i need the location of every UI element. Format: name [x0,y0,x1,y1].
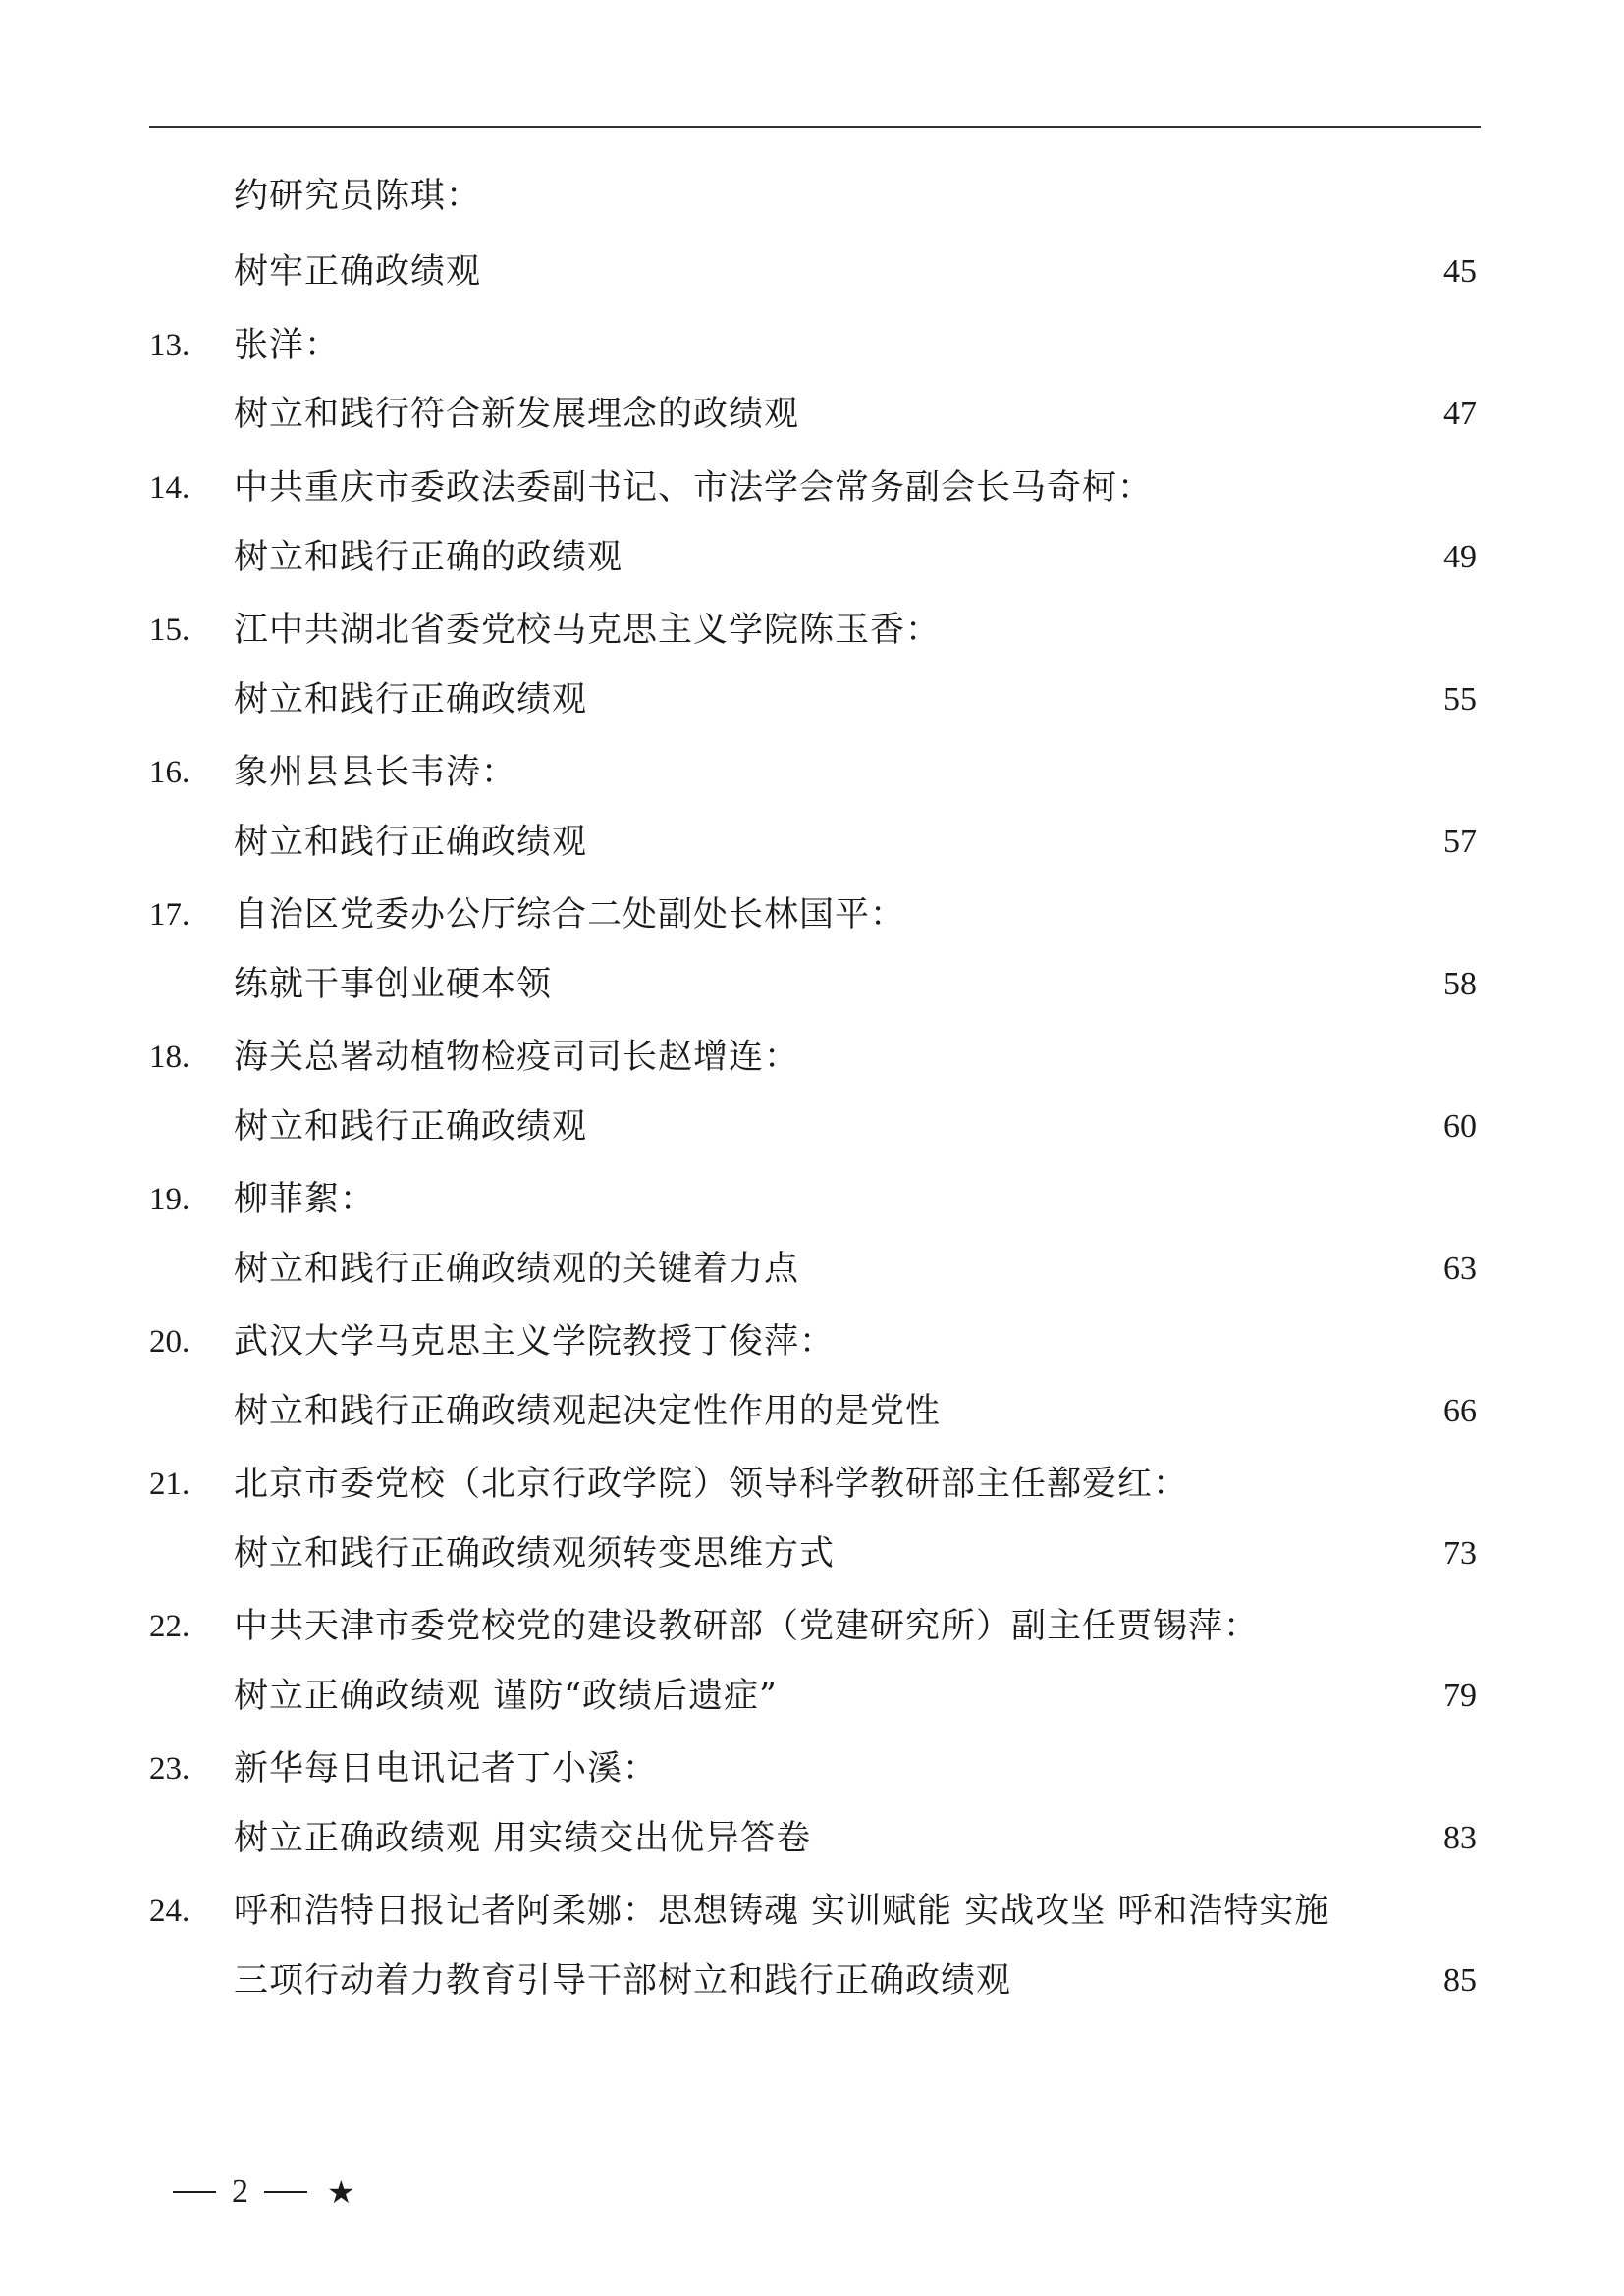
toc-entry-title-line [0,242,1624,301]
entry-number: 19. [149,1182,190,1217]
entry-speaker: 江中共湖北省委党校马克思主义学院陈玉香： [234,611,942,650]
toc-entry-title-line [0,1951,1624,2010]
entry-speaker: 北京市委党校（北京行政学院）领导科学教研部主任鄯爱红： [234,1465,1189,1504]
toc-entry-title-line [0,955,1624,1014]
entry-speaker: 海关总署动植物检疫司司长赵增连： [234,1038,800,1077]
toc-entry-speaker-line [0,1882,1624,1941]
toc-entry-title-line [0,670,1624,729]
entry-page-number: 47 [1443,396,1477,432]
entry-speaker: 自治区党委办公厅综合二处副处长林国平： [234,895,906,934]
footer-dash-right [264,2191,307,2193]
entry-title: 树立和践行正确政绩观 [234,680,588,720]
entry-number: 17. [149,897,190,933]
entry-title: 练就干事创业硬本领 [234,965,553,1004]
footer-page-number: 2 [232,2173,248,2210]
toc-entry-speaker-line [0,316,1624,375]
entry-title: 树立和践行正确的政绩观 [234,538,623,577]
star-icon: ★ [327,2173,355,2211]
toc-entry-title-line [0,1097,1624,1156]
entry-number: 20. [149,1324,190,1360]
entry-number: 21. [149,1467,190,1502]
entry-page-number: 85 [1443,1962,1477,1999]
entry-title: 树立和践行正确政绩观的关键着力点 [234,1250,800,1289]
toc-entry-speaker-line [0,885,1624,944]
entry-page-number: 79 [1443,1678,1477,1714]
toc-entry-speaker-line [0,458,1624,517]
entry-number: 16. [149,755,190,790]
toc-entry-title-line [0,1240,1624,1299]
toc-entry-title-line [0,385,1624,444]
entry-title: 三项行动着力教育引导干部树立和践行正确政绩观 [234,1961,1012,2001]
footer-dash-left [173,2191,216,2193]
entry-speaker: 中共重庆市委政法委副书记、市法学会常务副会长马奇柯： [234,468,1154,507]
entry-page-number: 73 [1443,1535,1477,1572]
entry-speaker: 武汉大学马克思主义学院教授丁俊萍： [234,1322,836,1362]
page-footer [173,2163,355,2221]
entry-number: 18. [149,1040,190,1075]
toc-entry-title-line [0,1382,1624,1441]
entry-page-number: 57 [1443,824,1477,860]
entry-number: 24. [149,1894,190,1929]
toc-entry-speaker-line [0,1739,1624,1798]
entry-title: 树立和践行正确政绩观 [234,823,588,862]
toc-entry-speaker-line [0,1312,1624,1371]
entry-page-number: 83 [1443,1820,1477,1856]
entry-page-number: 60 [1443,1108,1477,1145]
toc-entry-speaker-line [0,1028,1624,1087]
entry-page-number: 55 [1443,681,1477,718]
entry-speaker: 象州县县长韦涛： [234,753,517,792]
entry-title: 树立和践行符合新发展理念的政绩观 [234,395,800,434]
entry-number: 23. [149,1751,190,1787]
entry-number: 15. [149,613,190,648]
entry-title: 树立正确政绩观 谨防“政绩后遗症” [234,1677,778,1716]
entry-title: 树立和践行正确政绩观起决定性作用的是党性 [234,1392,942,1431]
toc-entry-title-line [0,1667,1624,1726]
entry-number: 13. [149,328,190,363]
entry-title: 树立和践行正确政绩观须转变思维方式 [234,1534,836,1574]
entry-speaker: 张洋： [234,326,341,365]
header-rule [149,126,1481,128]
entry-title: 树牢正确政绩观 [234,252,482,292]
entry-title: 树立和践行正确政绩观 [234,1107,588,1147]
entry-page-number: 58 [1443,966,1477,1002]
entry-number: 14. [149,470,190,506]
toc-entry-speaker-line [0,743,1624,802]
toc-entry-speaker-line [0,1455,1624,1514]
toc-entry-title-line [0,1809,1624,1868]
entry-page-number: 63 [1443,1251,1477,1287]
entry-speaker: 中共天津市委党校党的建设教研部（党建研究所）副主任贾锡萍： [234,1607,1260,1646]
entry-page-number: 49 [1443,539,1477,575]
toc-entry-speaker-line [0,601,1624,660]
toc-entry-title-line [0,1524,1624,1583]
toc-entry-title-line [0,813,1624,872]
entry-number: 22. [149,1609,190,1644]
entry-page-number: 66 [1443,1393,1477,1429]
entry-speaker: 约研究员陈琪： [234,177,482,216]
toc-entry-speaker-line [0,1597,1624,1656]
toc-entry-title-line [0,528,1624,587]
entry-speaker: 柳菲絮： [234,1180,376,1219]
entry-title: 树立正确政绩观 用实绩交出优异答卷 [234,1819,812,1858]
entry-speaker: 新华每日电讯记者丁小溪： [234,1749,659,1789]
entry-speaker: 呼和浩特日报记者阿柔娜：思想铸魂 实训赋能 实战攻坚 呼和浩特实施 [234,1892,1330,1931]
entry-page-number: 45 [1443,253,1477,290]
toc-entry-speaker-line [0,167,1624,226]
toc-entry-speaker-line [0,1170,1624,1229]
